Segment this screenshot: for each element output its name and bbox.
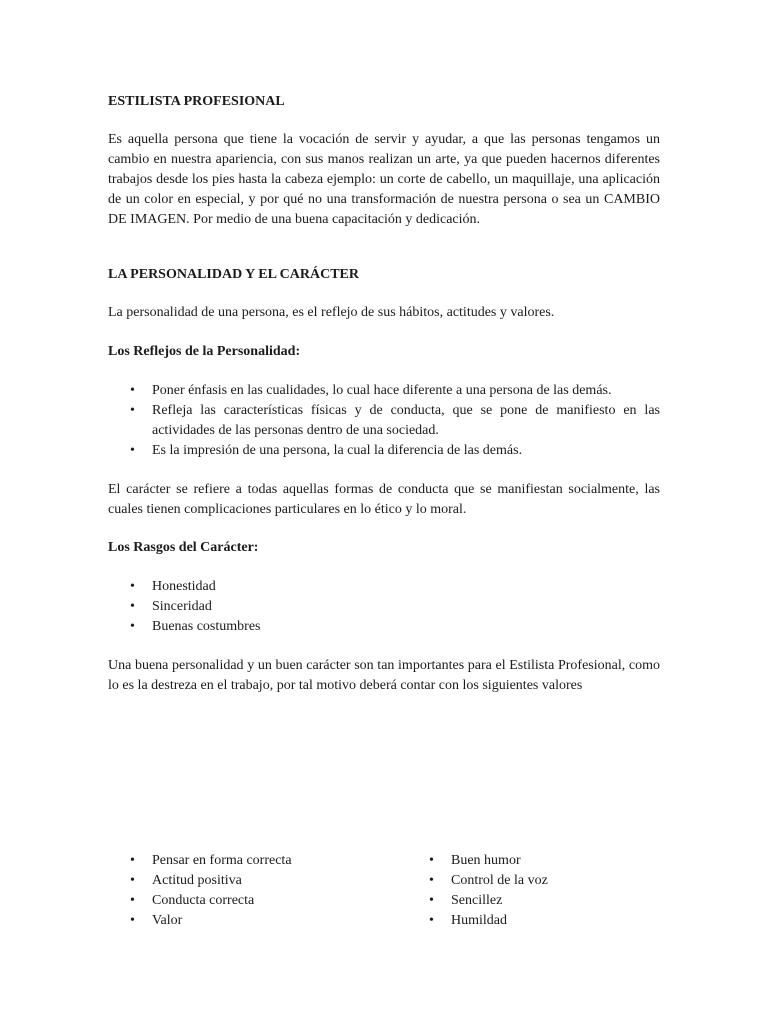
reflejos-list — [108, 381, 660, 461]
closing-paragraph: Una buena personalidad y un buen carácter son tan importantes para el Estilista Profesional, como lo es la destreza en el trabajo, por tal motivo deberá contar con los siguientes valores — [108, 658, 660, 693]
list-item: • Sencillez — [407, 891, 687, 911]
list-item: • Sinceridad — [108, 597, 660, 617]
list-item: • Pensar en forma correcta — [108, 851, 388, 871]
personalidad-paragraph: La personalidad de una persona, es el reflejo de sus hábitos, actitudes y valores. — [108, 305, 555, 320]
valores-list-left — [108, 851, 388, 931]
list-item: • Actitud positiva — [108, 871, 388, 891]
reflejos-heading: Los Reflejos de la Personalidad: — [108, 344, 301, 359]
intro-paragraph: Es aquella persona que tiene la vocación de servir y ayudar, a que las personas tengamos un cambio en nuestra apariencia, con sus manos realizan un arte, ya que pueden hacernos diferentes trabajos desde los pies hasta la cabeza ejemplo: un corte de cabello, un maquillaje, una aplicación de un color en especial, y por qué no una transformación de nuestra persona o sea un CAMBIO DE IMAGEN. Por medio de una buena capacitación y dedicación. — [108, 132, 660, 227]
caracter-paragraph: El carácter se refiere a todas aquellas formas de conducta que se manifiestan socialmente, las cuales tienen complicaciones particulares en lo ético y lo moral. — [108, 482, 660, 517]
list-item: • Control de la voz — [407, 871, 687, 891]
list-item: • Refleja las características físicas y de conducta, que se pone de manifiesto en las actividades de las personas dentro de una sociedad. — [108, 401, 660, 441]
page-title: ESTILISTA PROFESIONAL — [108, 94, 285, 109]
list-item: • Buen humor — [407, 851, 687, 871]
list-item: • Buenas costumbres — [108, 617, 660, 637]
list-item: • Es la impresión de una persona, la cual la diferencia de las demás. — [108, 441, 660, 461]
list-item: • Humildad — [407, 911, 687, 931]
rasgos-list — [108, 577, 660, 637]
list-item: • Honestidad — [108, 577, 660, 597]
valores-list-right — [407, 851, 687, 931]
rasgos-heading: Los Rasgos del Carácter: — [108, 540, 259, 555]
list-item: • Conducta correcta — [108, 891, 388, 911]
list-item: • Poner énfasis en las cualidades, lo cual hace diferente a una persona de las demás. — [108, 381, 660, 401]
list-item: • Valor — [108, 911, 388, 931]
section-heading-personalidad: LA PERSONALIDAD Y EL CARÁCTER — [108, 267, 360, 282]
